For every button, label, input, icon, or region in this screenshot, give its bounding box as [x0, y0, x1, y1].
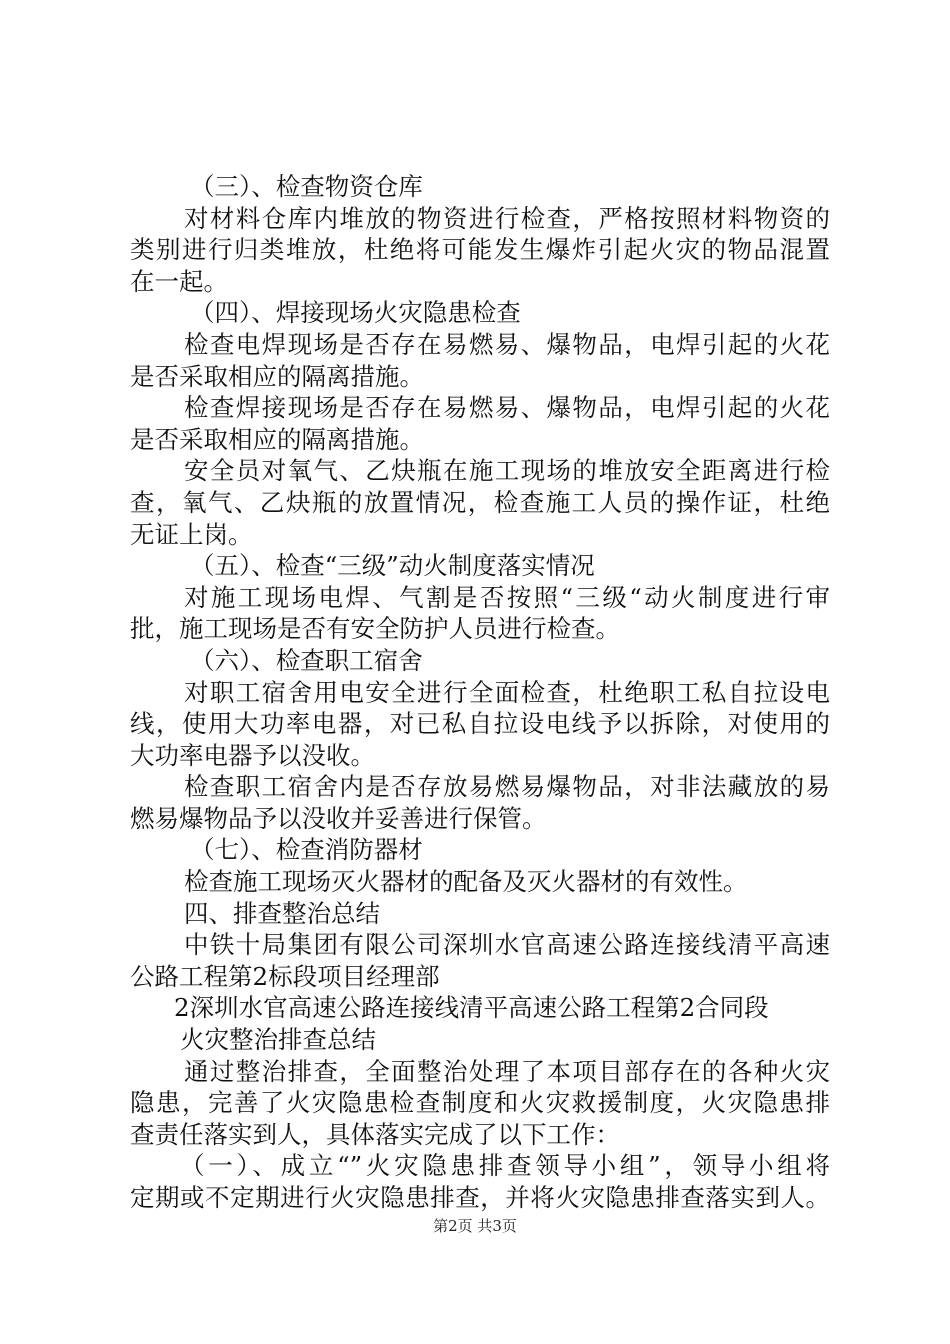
text-line: 线，使用大功率电器，对已私自拉设电线予以拆除，对使用的	[130, 709, 830, 739]
text-line: 是否采取相应的隔离措施。	[130, 424, 424, 454]
document-body	[130, 171, 830, 1214]
text-line: 检查焊接现场是否存在易燃易、爆物品，电焊引起的火花	[184, 393, 830, 423]
page-footer: 第2页 共3页	[433, 1217, 517, 1235]
text-line: 四、排查整治总结	[184, 898, 380, 928]
text-line: 大功率电器予以没收。	[130, 740, 375, 770]
text-line: 类别进行归类堆放，杜绝将可能发生爆炸引起火灾的物品混置	[130, 235, 830, 265]
text-line: 批，施工现场是否有安全防护人员进行检查。	[130, 614, 620, 644]
text-line: 公路工程第2标段项目经理部	[130, 961, 440, 991]
text-line: 火灾整治排查总结	[180, 1025, 376, 1055]
text-line: 检查职工宿舍内是否存放易燃易爆物品，对非法藏放的易	[184, 772, 830, 802]
text-line: 定期或不定期进行火灾隐患排查，并将火灾隐患排查落实到人。	[130, 1183, 830, 1212]
text-line: 检查电焊现场是否存在易燃易、爆物品，电焊引起的火花	[184, 329, 830, 359]
text-line: 无证上岗。	[130, 519, 253, 549]
text-line: 对材料仓库内堆放的物资进行检查，严格按照材料物资的	[184, 203, 830, 233]
text-line: （七）、检查消防器材	[190, 835, 423, 865]
text-line: （六）、检查职工宿舍	[190, 645, 423, 675]
text-line: 检查施工现场灭火器材的配备及灭火器材的有效性。	[184, 867, 748, 897]
text-line: 安全员对氧气、乙炔瓶在施工现场的堆放安全距离进行检	[184, 456, 830, 486]
text-line: 对施工现场电焊、气割是否按照“三级“动火制度进行审	[184, 582, 830, 612]
text-line: 燃易爆物品予以没收并妥善进行保管。	[130, 803, 547, 833]
text-line: （三）、检查物资仓库	[190, 172, 423, 201]
text-line: 2深圳水官高速公路连接线清平高速公路工程第2合同段	[174, 993, 769, 1023]
text-line: 在一起。	[130, 266, 228, 296]
text-line: （一）、成立“”火灾隐患排查领导小组”，领导小组将	[180, 1151, 830, 1181]
text-line: （五）、检查“三级”动火制度落实情况	[190, 551, 595, 581]
text-line: 隐患，完善了火灾隐患检查制度和火灾救援制度，火灾隐患排	[130, 1088, 830, 1118]
text-line: 是否采取相应的隔离措施。	[130, 361, 424, 391]
text-line: 查，氧气、乙炔瓶的放置情况，检查施工人员的操作证，杜绝	[130, 487, 830, 517]
text-line: （四）、焊接现场火灾隐患检查	[190, 298, 521, 328]
text-line: 对职工宿舍用电安全进行全面检查，杜绝职工私自拉设电	[184, 677, 830, 707]
text-line: 中铁十局集团有限公司深圳水官高速公路连接线清平高速	[184, 930, 830, 960]
text-line: 通过整治排查，全面整治处理了本项目部存在的各种火灾	[184, 1056, 830, 1086]
text-line: 查责任落实到人，具体落实完成了以下工作：	[130, 1119, 620, 1149]
